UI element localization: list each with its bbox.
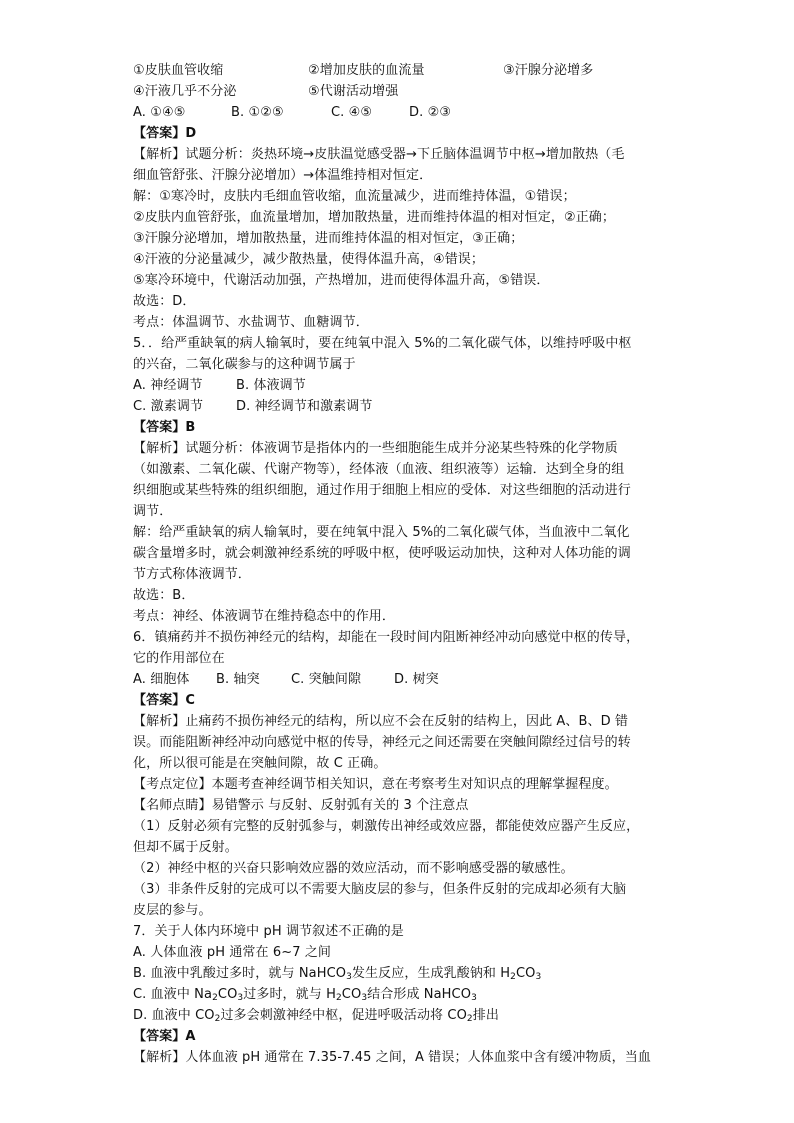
q6-choice-b: B. 轴突 — [216, 672, 260, 687]
q5-analysis-line: 调节． — [133, 504, 173, 519]
subscript: 2 — [466, 1014, 473, 1024]
subscript: 2 — [510, 972, 516, 982]
q5-choice-d: D. 神经调节和激素调节 — [236, 399, 373, 414]
q5-choice-b: B. 体液调节 — [236, 378, 306, 393]
q7-choice-b-text: CO — [515, 966, 536, 981]
q5-choice-a: A. 神经调节 — [133, 378, 203, 393]
q6-choice-c: C. 突触间隙 — [291, 672, 362, 687]
q7-choice-c-text: 结合形成 NaHCO — [367, 987, 472, 1002]
q7-choice-c-text: CO — [341, 987, 362, 1002]
q6-analysis-line: 误。而能阻断神经冲动向感觉中枢的传导，神经元之间还需要在突触间隙经过信号的转 — [133, 735, 631, 750]
q6-analysis-line: 化，所以很可能是在突触间隙，故 C 正确。 — [133, 756, 387, 771]
q6-analysis-line: （3）非条件反射的完成可以不需要大脑皮层的参与，但条件反射的完成却必须有大脑 — [133, 882, 627, 897]
q7-choice-c-text: 过多时，就与 H — [243, 987, 336, 1002]
q6-choice-d: D. 树突 — [394, 672, 439, 687]
q5-choice-c: C. 激素调节 — [133, 399, 204, 414]
subscript: 2 — [335, 993, 342, 1003]
q4-choice-d: D. ②③ — [409, 105, 452, 120]
q6-stem: 它的作用部位在 — [133, 651, 225, 666]
subscript: 3 — [361, 993, 368, 1003]
q7-answer: 【答案】A — [133, 1029, 196, 1044]
q7-choice-d-text: 过多会刺激神经中枢，促进呼吸活动将 CO — [220, 1008, 467, 1023]
q4-analysis-line: 考点：体温调节、水盐调节、血糖调节． — [133, 315, 369, 330]
q4-option-3: ③汗腺分泌增多 — [503, 63, 594, 78]
q4-choice-c: C. ④⑤ — [331, 105, 373, 120]
q7-choice-d-text: 排出 — [472, 1008, 499, 1023]
q6-analysis-line: 皮层的参与。 — [133, 903, 212, 918]
q6-choice-a: A. 细胞体 — [133, 672, 190, 687]
q4-choice-b: B. ①②⑤ — [231, 105, 284, 120]
q4-analysis-line: ③汗腺分泌增加，增加散热量，进而维持体温的相对恒定，③正确； — [133, 231, 524, 246]
q5-analysis-line: 【解析】试题分析：体液调节是指体内的一些细胞能生成并分泌某些特殊的化学物质 — [133, 441, 618, 456]
q4-analysis-line: 解：①寒冷时，皮肤内毛细血管收缩，血流量减少，进而维持体温，①错误； — [133, 189, 576, 204]
subscript: 3 — [237, 993, 244, 1003]
q4-analysis-line: 细血管舒张、汗腺分泌增加）→体温维持相对恒定． — [133, 168, 433, 183]
q5-stem: 的兴奋，二氧化碳参与的这种调节属于 — [133, 357, 356, 372]
q7-choice-c-text: C. 血液中 Na — [133, 987, 213, 1002]
subscript: 3 — [471, 993, 477, 1003]
q6-stem: 6．镇痛药并不损伤神经元的结构，却能在一段时间内阻断神经冲动向感觉中枢的传导， — [133, 630, 640, 645]
q6-analysis-line: （2）神经中枢的兴奋只影响效应器的效应活动，而不影响感受器的敏感性。 — [133, 861, 574, 876]
q7-choice-d-text: D. 血液中 CO — [133, 1008, 215, 1023]
q4-analysis-line: ④汗液的分泌量减少，减少散热量，使得体温升高，④错误； — [133, 252, 485, 267]
q5-analysis-line: 故选：B． — [133, 588, 195, 603]
q7-choice-c — [133, 986, 477, 1004]
q5-analysis-line: （如激素、二氧化碳、代谢产物等），经体液（血液、组织液等）运输．达到全身的组 — [133, 462, 625, 477]
q4-analysis-line: ②皮肤内血管舒张，血流量增加，增加散热量，进而维持体温的相对恒定，②正确； — [133, 210, 616, 225]
q4-option-5: ⑤代谢活动增强 — [308, 84, 399, 99]
q7-analysis-line: 【解析】人体血液 pH 通常在 7.35-7.45 之间，A 错误；人体血浆中含有缓冲物质，当血 — [133, 1050, 651, 1065]
q6-analysis-line: （1）反射必须有完整的反射弧参与，刺激传出神经或效应器，都能使效应器产生反应， — [133, 819, 640, 834]
subscript: 2 — [212, 993, 218, 1003]
q5-analysis-line: 织细胞或某些特殊的组织细胞，通过作用于细胞上相应的受体．对这些细胞的活动进行 — [133, 483, 631, 498]
q4-option-1: ①皮肤血管收缩 — [133, 63, 224, 78]
q4-choice-a: A. ①④⑤ — [133, 105, 186, 120]
q7-stem: 7．关于人体内环境中 pH 调节叙述不正确的是 — [133, 924, 404, 939]
q5-answer: 【答案】B — [133, 420, 196, 435]
q4-analysis-line: 故选：D． — [133, 294, 196, 309]
q6-analysis-line: 但却不属于反射。 — [133, 840, 238, 855]
q6-analysis-line: 【解析】止痛药不损伤神经元的结构，所以应不会在反射的结构上，因此 A、B、D 错 — [133, 714, 629, 729]
subscript: 2 — [214, 1014, 221, 1024]
q7-choice-c-text: CO — [217, 987, 238, 1002]
q7-choice-b — [133, 965, 541, 983]
q7-choice-b-text: B. 血液中乳酸过多时，就与 NaHCO — [133, 966, 347, 981]
q7-choice-d — [133, 1007, 499, 1025]
q5-stem: 5．．给严重缺氧的病人输氧时，要在纯氧中混入 5%的二氧化碳气体，以维持呼吸中枢 — [133, 336, 632, 351]
q4-analysis-line: ⑤寒冷环境中，代谢活动加强，产热增加，进而使得体温升高，⑤错误． — [133, 273, 550, 288]
q4-answer: 【答案】D — [133, 126, 197, 141]
q7-choice-b-text: 发生反应，生成乳酸钠和 H — [351, 966, 511, 981]
q6-analysis-line: 【考点定位】本题考查神经调节相关知识，意在考察考生对知识点的理解掌握程度。 — [133, 777, 618, 792]
q5-analysis-line: 解：给严重缺氧的病人输氧时，要在纯氧中混入 5%的二氧化碳气体，当血液中二氧化 — [133, 525, 630, 540]
q6-analysis-line: 【名师点睛】易错警示 与反射、反射弧有关的 3 个注意点 — [133, 798, 469, 813]
q4-analysis-line: 【解析】试题分析：炎热环境→皮肤温觉感受器→下丘脑体温调节中枢→增加散热（毛 — [133, 147, 625, 162]
q5-analysis-line: 考点：神经、体液调节在维持稳态中的作用． — [133, 609, 396, 624]
subscript: 3 — [346, 972, 352, 982]
q7-choice-a: A. 人体血液 pH 通常在 6~7 之间 — [133, 945, 332, 960]
q5-analysis-line: 碳含量增多时，就会刺激神经系统的呼吸中枢，使呼吸运动加快，这种对人体功能的调 — [133, 546, 631, 561]
subscript: 3 — [535, 972, 542, 982]
q5-analysis-line: 节方式称体液调节． — [133, 567, 251, 582]
q4-option-4: ④汗液几乎不分泌 — [133, 84, 237, 99]
q6-answer: 【答案】C — [133, 693, 196, 708]
q4-option-2: ②增加皮肤的血流量 — [308, 63, 425, 78]
